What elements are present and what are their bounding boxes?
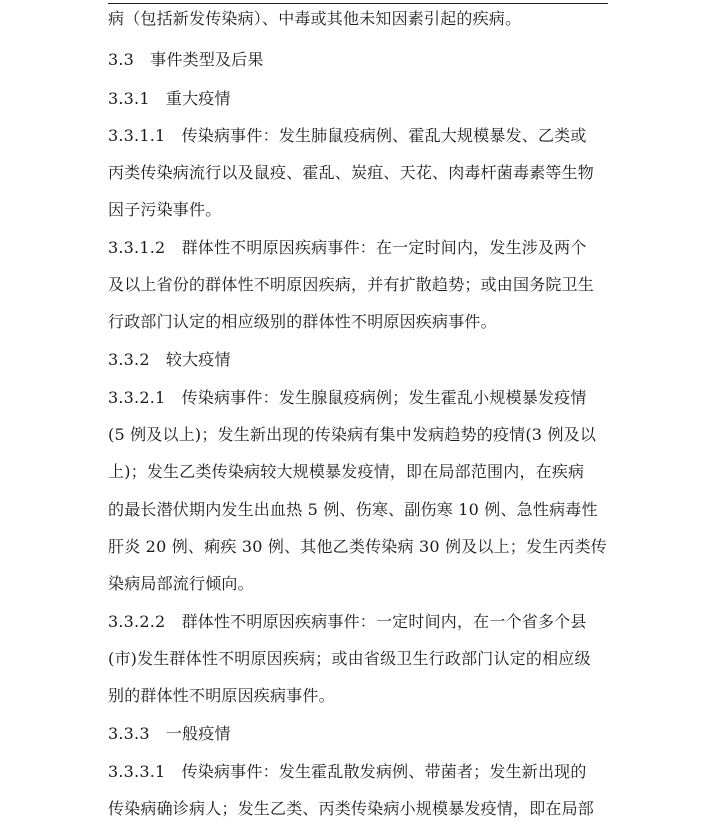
body-line: (5 例及以上)；发生新出现的传染病有集中发病趋势的疫情(3 例及以 — [108, 425, 597, 444]
body-line: 别的群体性不明原因疾病事件。 — [108, 686, 335, 705]
body-line: 3.3.1.1 传染病事件：发生肺鼠疫病例、霍乱大规模暴发、乙类或 — [108, 126, 587, 145]
body-line: 病（包括新发传染病）、中毒或其他未知因素引起的疾病。 — [108, 9, 522, 28]
body-line: 3.3.3.1 传染病事件：发生霍乱散发病例、带菌者；发生新出现的 — [108, 762, 587, 781]
body-line: 3.3.1.2 群体性不明原因疾病事件：在一定时间内，发生涉及两个 — [108, 238, 587, 257]
subsection-heading: 3.3.2 较大疫情 — [108, 350, 231, 369]
section-heading: 3.3 事件类型及后果 — [108, 50, 264, 69]
subsection-heading: 3.3.1 重大疫情 — [108, 89, 231, 108]
body-line: (市)发生群体性不明原因疾病；或由省级卫生行政部门认定的相应级 — [108, 649, 591, 668]
body-line: 上)；发生乙类传染病较大规模暴发疫情，即在局部范围内，在疾病 — [108, 462, 585, 481]
body-line: 传染病确诊病人；发生乙类、丙类传染病小规模暴发疫情，即在局部 — [108, 799, 595, 818]
body-line: 行政部门认定的相应级别的群体性不明原因疾病事件。 — [108, 312, 497, 331]
body-line: 肝炎 20 例、痢疾 30 例、其他乙类传染病 30 例及以上；发生丙类传 — [108, 537, 607, 556]
body-line: 的最长潜伏期内发生出血热 5 例、伤寒、副伤寒 10 例、急性病毒性 — [108, 500, 598, 519]
body-line: 染病局部流行倾向。 — [108, 574, 254, 593]
subsection-heading: 3.3.3 一般疫情 — [108, 724, 231, 743]
body-line: 因子污染事件。 — [108, 200, 222, 219]
top-rule — [108, 3, 608, 4]
body-line: 丙类传染病流行以及鼠疫、霍乱、炭疽、天花、肉毒杆菌毒素等生物 — [108, 163, 595, 182]
body-line: 3.3.2.1 传染病事件：发生腺鼠疫病例；发生霍乱小规模暴发疫情 — [108, 388, 587, 407]
body-line: 及以上省份的群体性不明原因疾病，并有扩散趋势；或由国务院卫生 — [108, 275, 595, 294]
body-line: 3.3.2.2 群体性不明原因疾病事件：一定时间内，在一个省多个县 — [108, 612, 587, 631]
